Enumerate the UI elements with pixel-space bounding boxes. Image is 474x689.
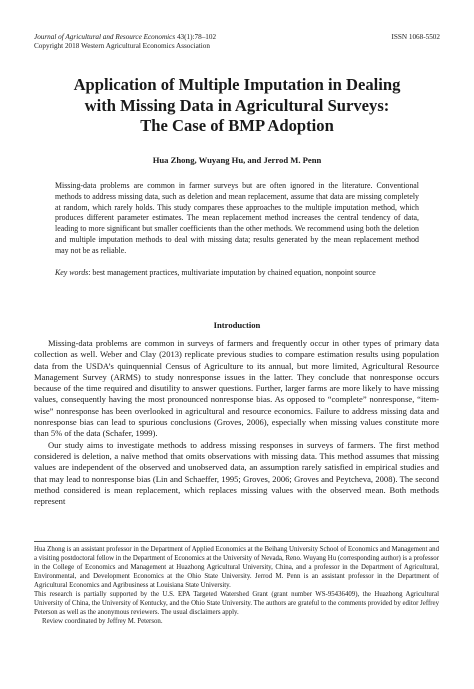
- keywords-label: Key words: [55, 268, 89, 277]
- keywords: [55, 268, 419, 279]
- footnote-author-affiliations: Hua Zhong is an assistant professor in the Department of Applied Economics at the Beihang University School of Economics and Management and a visiting postdoctoral fellow in the Department of Economics at the University of Nevada, Reno. Wuyang Hu (corresponding author) is a professor in the College of Economics and Management at Huazhong Agricultural University, China, and a professor in the Department of Agricultural, Environmental, and Development Economics at the Ohio State University. Jerrod M. Penn is an assistant professor in the Department of Agricultural Economics and Agribusiness at Louisiana State University.: [34, 546, 439, 590]
- article-title: [30, 75, 444, 137]
- keywords-text: : best management practices, multivariate imputation by chained equation, nonpoint source: [88, 268, 376, 277]
- author-list: Hua Zhong, Wuyang Hu, and Jerrod M. Penn: [152, 155, 322, 165]
- footnotes: [34, 545, 439, 626]
- abstract: Missing-data problems are common in farmer surveys but are often ignored in the literature. Conventional methods to address missing data, such as deletion and mean replacement, assume that data are missing completely at random, which rarely holds. This study compares these approaches to the multiple imputation method, which produces different parameter estimates. The mean replacement method increases the central tendency of data, leading to more significant but smaller coefficients than the other methods. We recommend using both the deletion and multiple imputation methods to deal with missing data; results generated by the mean replacement method may not be as reliable.: [55, 181, 419, 255]
- footnote-review-coordinator: Review coordinated by Jeffrey M. Peterson.: [42, 618, 163, 626]
- title-line: with Missing Data in Agricultural Surveys:: [84, 95, 390, 115]
- footnote-acknowledgments: This research is partially supported by the U.S. EPA Targeted Watershed Grant (grant number WS-95436409), the Huazhong Agricultural University of China, the University of Kentucky, and the Ohio State University. The authors are grateful to the comments provided by editor Jeffrey Peterson as well as the anonymous reviewers. The usual disclaimers apply.: [34, 591, 440, 617]
- volume-issue-pages: 43(1):78–102: [175, 33, 217, 41]
- issn: ISSN 1068-5502: [391, 33, 440, 41]
- header-citation: [34, 33, 440, 51]
- paragraph: Our study aims to investigate methods to address missing responses in surveys of farmers. The first method considered is deletion, a naïve method that omits observations with missing data. This method assumes that missing values are independent of the observed and unobserved data, an assumption rarely satisfied in empirical studies and that may lead to nonresponse bias (Lin and Schaeffer, 1995; Groves, 2006; Groves and Peytcheva, 2008). The second method considered is mean replacement, which replaces missing values with the observed mean. Both methods represent: [34, 439, 439, 507]
- section-heading: Introduction: [213, 320, 261, 330]
- paragraph: Missing-data problems are common in surveys of farmers and frequently occur in other types of primary data collection as well. Weber and Clay (2013) replicate previous studies to compare estimation results using population data from the USDA’s quinquennial Census of Agriculture to its annual, but more limited, Agricultural Resource Management Survey (ARMS) to study nonresponse issues in the latter. They conclude that nonresponse occurs because of the time required and disutility to answer questions. Further, larger farms are more likely to have missing values, consequently having the most pronounced nonresponse bias. As opposed to “complete” nonresponse, “item-wise” nonresponse has been overlooked in agricultural and resource economics. Failure to address missing data and nonresponse bias can lead to spurious conclusions (Groves, 2006), especially when missing values constitute more than 5% of the data (Schafer, 1999).: [34, 338, 439, 439]
- body-text: [34, 338, 439, 507]
- running-header: [34, 33, 440, 51]
- copyright-line: Copyright 2018 Western Agricultural Economics Association: [34, 42, 210, 51]
- footnote-divider: [34, 541, 439, 542]
- title-line: Application of Multiple Imputation in Dealing: [73, 75, 401, 94]
- journal-name: Journal of Agricultural and Resource Economics: [34, 33, 176, 41]
- title-line: The Case of BMP Adoption: [140, 116, 334, 135]
